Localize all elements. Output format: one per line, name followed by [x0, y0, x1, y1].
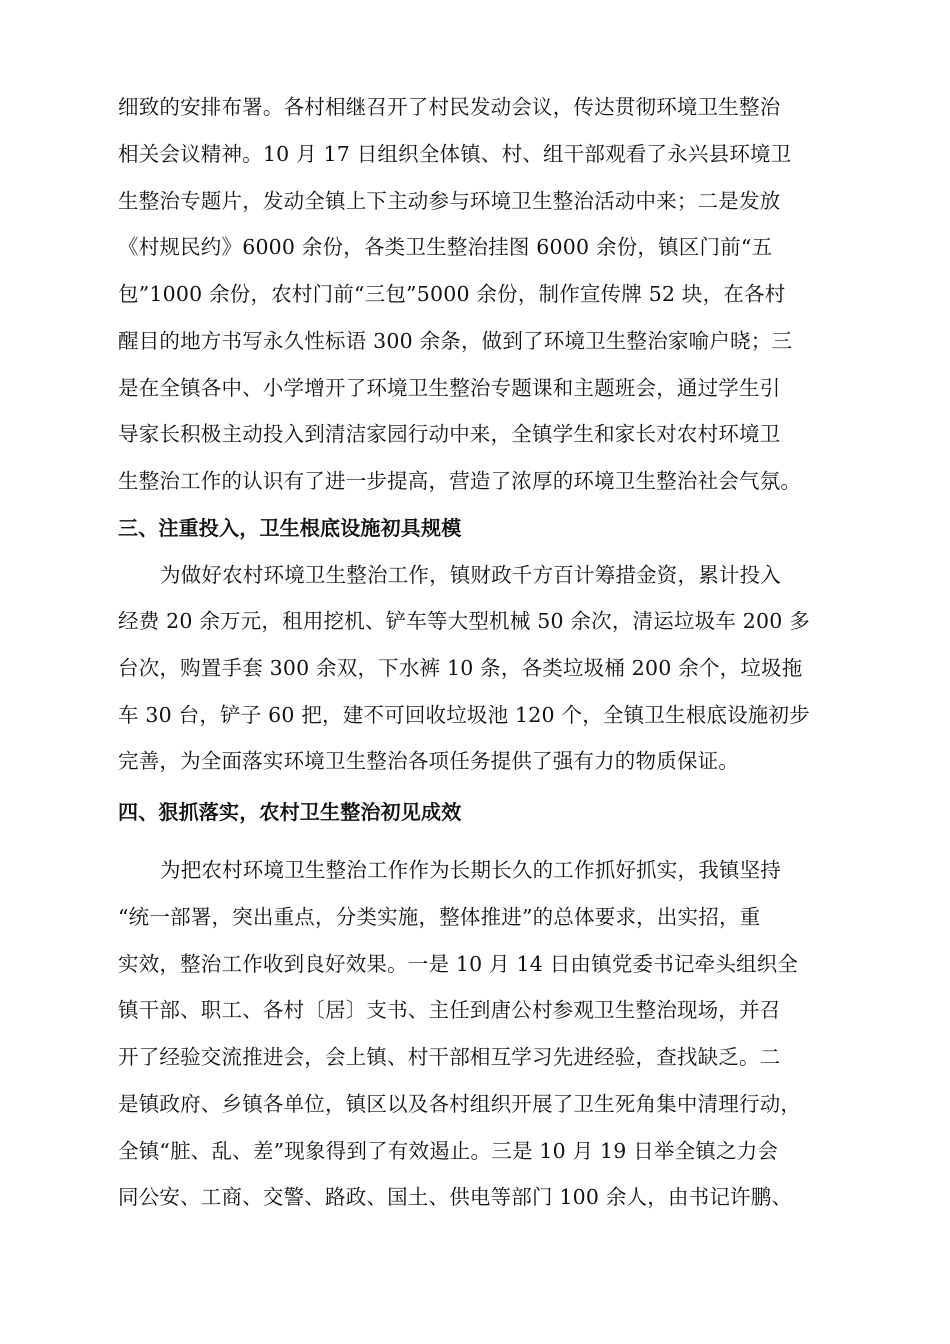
paragraph-line: 是镇政府、乡镇各单位，镇区以及各村组织开展了卫生死角集中清理行动， — [118, 1092, 802, 1116]
paragraph-line: 导家长积极主动投入到清洁家园行动中来，全镇学生和家长对农村环境卫 — [118, 422, 781, 446]
paragraph-line: 开了经验交流推进会，会上镇、村干部相互学习先进经验，查找缺乏。二 — [118, 1045, 781, 1069]
paragraph-line: “统一部署，突出重点，分类实施，整体推进”的总体要求，出实招，重 — [118, 905, 761, 929]
paragraph-line: 《村规民约》6000 余份，各类卫生整治挂图 6000 余份，镇区门前“五 — [118, 235, 773, 259]
paragraph-line: 镇干部、职工、各村〔居〕支书、主任到唐公村参观卫生整治现场，并召 — [118, 998, 781, 1022]
paragraph-line: 全镇“脏、乱、差”现象得到了有效遏止。三是 10 月 19 日举全镇之力会 — [118, 1139, 779, 1163]
section-heading: 三、注重投入，卫生根底设施初具规模 — [118, 516, 462, 540]
paragraph-line: 细致的安排布署。各村相继召开了村民发动会议，传达贯彻环境卫生整治 — [118, 95, 781, 119]
paragraph-line: 经费 20 余万元，租用挖机、铲车等大型机械 50 余次，清运垃圾车 200 多 — [118, 609, 810, 633]
paragraph-line: 相关会议精神。10 月 17 日组织全体镇、村、组干部观看了永兴县环境卫 — [118, 142, 792, 166]
paragraph-line: 实效，整治工作收到良好效果。一是 10 月 14 日由镇党委书记牵头组织全 — [118, 952, 799, 976]
paragraph-line: 生整治工作的认识有了进一步提高，营造了浓厚的环境卫生整治社会气氛。 — [118, 469, 802, 493]
paragraph-line: 完善，为全面落实环境卫生整治各项任务提供了强有力的物质保证。 — [118, 749, 739, 773]
paragraph-line: 为把农村环境卫生整治工作作为长期长久的工作抓好抓实，我镇坚持 — [160, 858, 781, 882]
paragraph-line: 是在全镇各中、小学增开了环境卫生整治专题课和主题班会，通过学生引 — [118, 376, 781, 400]
paragraph-line: 台次，购置手套 300 余双，下水裤 10 条，各类垃圾桶 200 余个，垃圾拖 — [118, 656, 803, 680]
paragraph-line: 包”1000 余份，农村门前“三包”5000 余份，制作宣传牌 52 块，在各村 — [118, 282, 786, 306]
paragraph-line: 同公安、工商、交警、路政、国土、供电等部门 100 余人，由书记许鹏、 — [118, 1185, 793, 1209]
paragraph-line: 醒目的地方书写永久性标语 300 余条，做到了环境卫生整治家喻户晓；三 — [118, 329, 793, 353]
paragraph-line: 为做好农村环境卫生整治工作，镇财政千方百计筹措金资，累计投入 — [160, 563, 781, 587]
paragraph-line: 生整治专题片，发动全镇上下主动参与环境卫生整治活动中来；二是发放 — [118, 189, 781, 213]
paragraph-line: 车 30 台，铲子 60 把，建不可回收垃圾池 120 个，全镇卫生根底设施初步 — [118, 703, 810, 727]
section-heading: 四、狠抓落实，农村卫生整治初见成效 — [118, 800, 462, 824]
